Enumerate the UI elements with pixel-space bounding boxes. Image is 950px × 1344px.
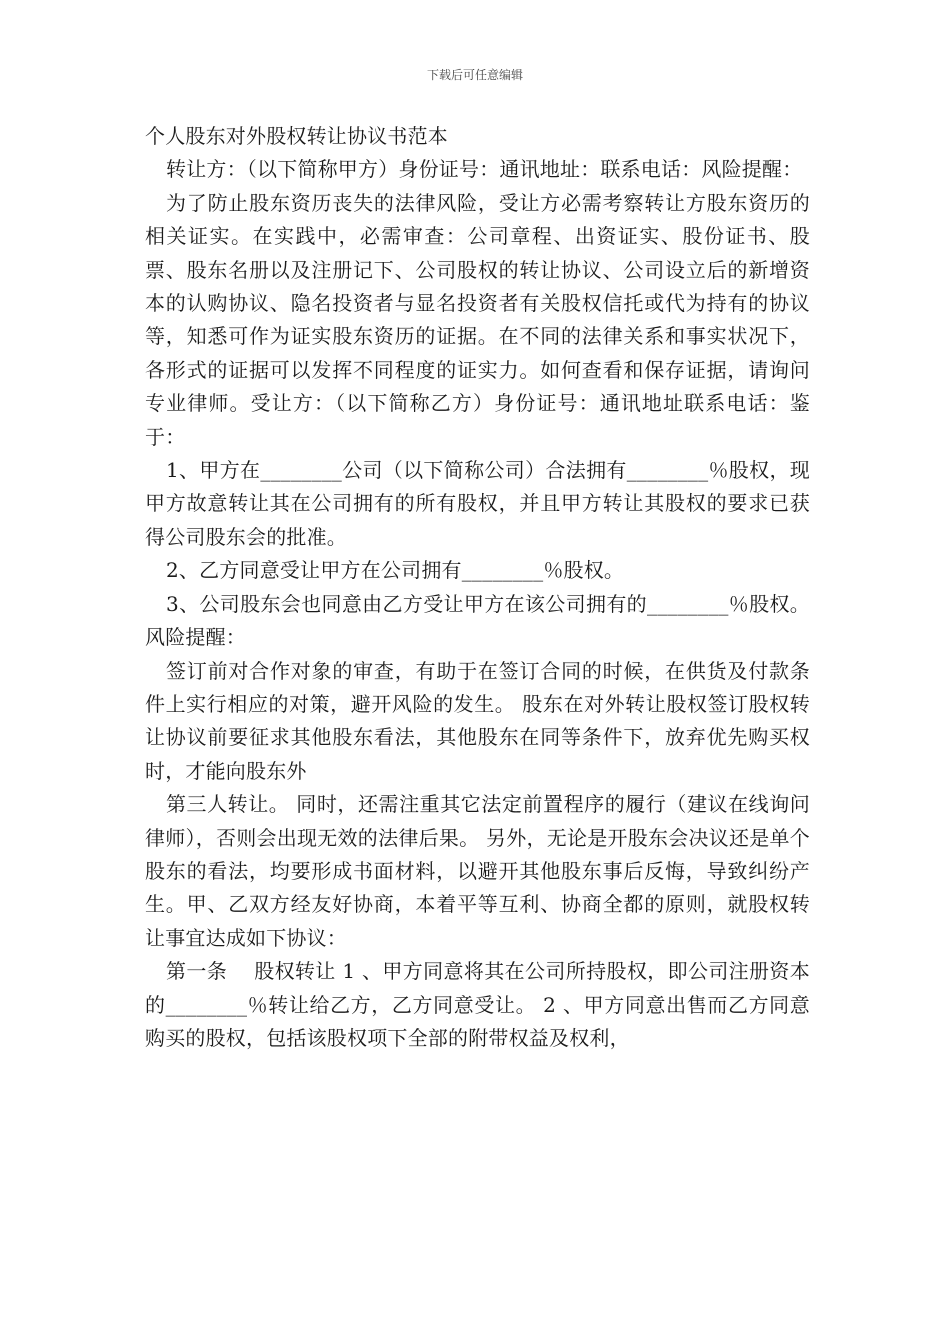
document-body — [145, 120, 810, 1055]
paragraph-risk-notice: 为了防止股东资历丧失的法律风险，受让方必需考察转让方股东资历的相关证实。在实践中，必需审查：公司章程、出资证实、股份证书、股票、股东名册以及注册记下、公司股权的转让协议、公司设立后的新增资本的认购协议、隐名投资者与显名投资者有关股权信托或代为持有的协议等，知悉可作为证实股东资历的证据。在不同的法律关系和事实状况下，各形式的证据可以发挥不同程度的证实力。如何查看和保存证据，请询问专业律师。受让方：（以下简称乙方）身份证号：通讯地址联系电话：鉴于： — [145, 190, 810, 449]
paragraph-article-1: 第一条 股权转让 1 、甲方同意将其在公司所持股权，即公司注册资本的________％转让给乙方，乙方同意受让。 2 、甲方同意出售而乙方同意购买的股权，包括该股权项下全部的附带权益及权利， — [145, 959, 810, 1050]
document-title: 个人股东对外股权转让协议书范本 — [145, 124, 448, 148]
paragraph-review: 签订前对合作对象的审查，有助于在签订合同的时候，在供货及付款条件上实行相应的对策，避开风险的发生。 股东在对外转让股权签订股权转让协议前要征求其他股东看法，其他股东在同等条件下，放弃优先购买权时，才能向股东外 — [145, 658, 810, 783]
paragraph-clause-1: 1、甲方在________公司（以下简称公司）合法拥有________％股权，现甲方故意转让其在公司拥有的所有股权，并且甲方转让其股权的要求已获得公司股东会的批准。 — [145, 458, 810, 549]
header-note: 下载后可任意编辑 — [426, 68, 523, 82]
paragraph-third-party: 第三人转让。 同时，还需注重其它法定前置程序的履行（建议在线询问律师），否则会出现无效的法律后果。 另外，无论是开股东会决议还是单个股东的看法，均要形成书面材料，以避开其他股东事后反悔，导致纠纷产生。甲、乙双方经友好协商，本着平等互利、协商全都的原则，就股权转让事宜达成如下协议： — [145, 792, 810, 950]
paragraph-parties: 转让方：（以下简称甲方）身份证号：通讯地址：联系电话：风险提醒： — [166, 157, 803, 182]
paragraph-clause-2: 2、乙方同意受让甲方在公司拥有________％股权。 — [166, 558, 625, 583]
paragraph-clause-3: 3、公司股东会也同意由乙方受让甲方在该公司拥有的________％股权。风险提醒： — [145, 591, 810, 650]
